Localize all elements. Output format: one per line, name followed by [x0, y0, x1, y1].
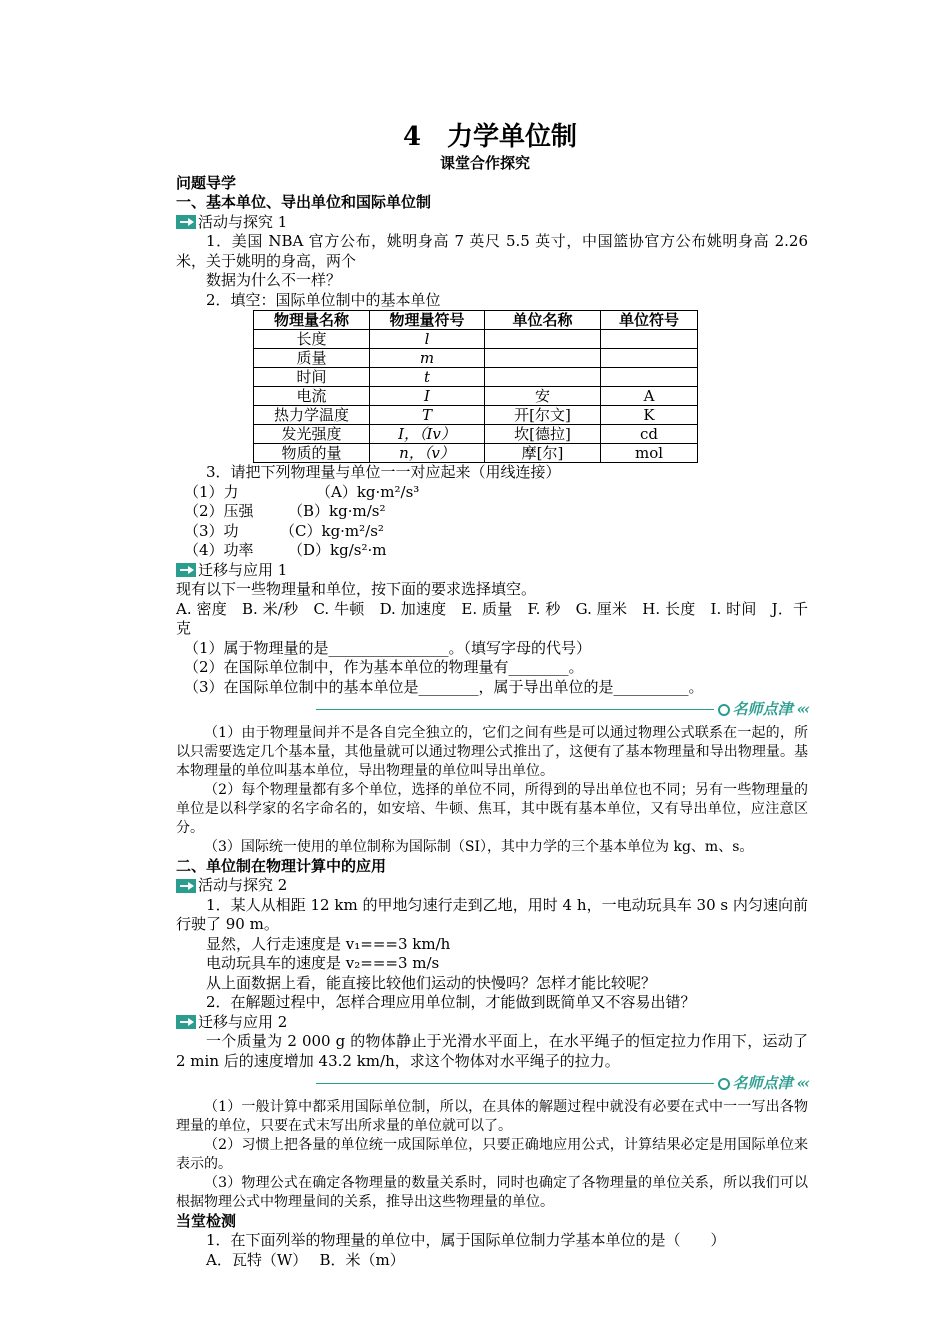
- table-cell: 开[尔文]: [485, 406, 601, 425]
- section-heading-2: 二、单位制在物理计算中的应用: [176, 856, 387, 875]
- tip-paragraph: （3）国际统一使用的单位制称为国际制（SI），其中力学的三个基本单位为 kg、m、s。: [204, 838, 754, 855]
- table-cell: 时间: [254, 368, 370, 387]
- table-row: [254, 425, 698, 444]
- tips-separator: [176, 700, 808, 720]
- table-cell: 坎[德拉]: [485, 425, 601, 444]
- application-tag-2: [176, 1013, 808, 1033]
- match-left: （2）压强: [184, 502, 254, 520]
- match-left: （3）功: [184, 521, 239, 540]
- badge-label: 名师点津: [732, 700, 793, 718]
- table-header: 单位符号: [601, 311, 698, 330]
- table-cell: 电流: [254, 387, 370, 406]
- table-cell: [485, 349, 601, 368]
- paragraph: 1．某人从相距 12 km 的甲地匀速行走到乙地，用时 4 h，一电动玩具车 30 s 内匀速向前行驶了 90 m。: [176, 895, 808, 933]
- tip-paragraph: （1）一般计算中都采用国际单位制，所以，在具体的解题过程中就没有必要在式中一一写出各物理量的单位，只要在式末写出所求量的单位就可以了。: [176, 1098, 808, 1134]
- table-cell: [601, 368, 698, 387]
- match-item: [176, 522, 808, 542]
- table-row: [254, 444, 698, 463]
- arrow-icon: [176, 563, 196, 577]
- table-cell: 安: [485, 387, 601, 406]
- table-header: 物理量名称: [254, 311, 370, 330]
- table-cell: 质量: [254, 349, 370, 368]
- table-header-row: [254, 311, 698, 330]
- tips-badge: [718, 700, 808, 720]
- table-row: [254, 387, 698, 406]
- section-heading-problem: 问题导学: [176, 173, 237, 192]
- paragraph: 现有以下一些物理量和单位，按下面的要求选择填空。: [176, 580, 537, 598]
- table-cell: 物质的量: [254, 444, 370, 463]
- circle-icon: [718, 1078, 730, 1090]
- paragraph: 从上面数据上看，能直接比较他们运动的快慢吗？怎样才能比较呢？: [206, 973, 657, 992]
- match-item: [176, 502, 808, 522]
- tips-badge: [718, 1074, 808, 1094]
- table-cell: [485, 330, 601, 349]
- match-item: [176, 483, 808, 503]
- table-cell: 发光强度: [254, 425, 370, 444]
- match-right: （A）kg·m²/s³: [316, 482, 420, 501]
- table-cell: [601, 349, 698, 368]
- paragraph: 一个质量为 2 000 g 的物体静止于光滑水平面上，在水平绳子的恒定拉力作用下，运动了 2 min 后的速度增加 43.2 km/h，求这个物体对水平绳子的拉力。: [176, 1032, 808, 1070]
- activity-label: 活动与探究 2: [198, 876, 288, 894]
- table-header: 单位名称: [485, 311, 601, 330]
- match-left: （1）力: [184, 482, 239, 501]
- document-page: [176, 120, 808, 1270]
- activity-tag-2: [176, 876, 808, 896]
- divider-line: [316, 709, 714, 710]
- question-options: A．瓦特（W） B．米（m）: [206, 1250, 405, 1269]
- activity-tag-1: [176, 213, 808, 233]
- badge-label: 名师点津: [732, 1074, 793, 1092]
- arrow-icon: [176, 1015, 196, 1029]
- application-tag-1: [176, 561, 808, 581]
- table-cell: A: [601, 387, 698, 406]
- match-right: （D）kg/s²·m: [288, 541, 387, 559]
- tip-paragraph: （3）物理公式在确定各物理量的数量关系时，同时也确定了各物理量的单位关系，所以我们可以根据物理公式中物理量间的关系，推导出这些物理量的单位。: [176, 1174, 808, 1210]
- options-line: A. 密度 B. 米/秒 C. 牛顿 D. 加速度 E. 质量 F. 秒 G. 厘米 H. 长度 I. 时间 J．千克: [176, 599, 808, 637]
- table-cell: K: [601, 406, 698, 425]
- table-row: [254, 330, 698, 349]
- table-cell: cd: [601, 425, 698, 444]
- table-cell: [601, 330, 698, 349]
- paragraph: 数据为什么不一样？: [206, 271, 342, 289]
- table-cell: n，（v）: [370, 444, 485, 463]
- question: 1．在下面列举的物理量的单位中，属于国际单位制力学基本单位的是（ ）: [206, 1231, 726, 1249]
- match-right: （C）kg·m²/s²: [280, 521, 384, 540]
- match-item: [176, 541, 808, 561]
- paragraph: 3．请把下列物理量与单位一一对应起来（用线连接）: [206, 463, 561, 481]
- table-row: [254, 349, 698, 368]
- tip-paragraph: （2）每个物理量都有多个单位，选择的单位不同，所得到的导出单位也不同；另有一些物理量的单位是以科学家的名字命名的，如安培、牛顿、焦耳，其中既有基本单位，又有导出单位，应注意区分。: [176, 781, 808, 836]
- arrow-icon: [176, 879, 196, 893]
- chevrons-left-icon: «‹: [796, 1074, 808, 1092]
- section-heading-test: 当堂检测: [176, 1211, 237, 1230]
- match-left: （4）功率: [184, 541, 254, 559]
- circle-icon: [718, 704, 730, 716]
- table-cell: I: [370, 387, 485, 406]
- table-cell: t: [370, 368, 485, 387]
- fill-blank: （1）属于物理量的是________________。（填写字母的代号）: [184, 638, 592, 657]
- formula-line: 显然，人行走速度是 v₁===3 km/h: [206, 934, 451, 953]
- page-title: 4 力学单位制: [402, 122, 578, 152]
- table-cell: 摩[尔]: [485, 444, 601, 463]
- formula-line: 电动玩具车的速度是 v₂===3 m/s: [206, 954, 440, 972]
- table-header: 物理量符号: [370, 311, 485, 330]
- table-row: [254, 406, 698, 425]
- paragraph: 2．在解题过程中，怎样合理应用单位制，才能做到既简单又不容易出错？: [206, 993, 696, 1011]
- tips-separator: [176, 1074, 808, 1094]
- section-heading-1: 一、基本单位、导出单位和国际单位制: [176, 193, 432, 211]
- application-label: 迁移与应用 1: [198, 560, 288, 579]
- table-cell: 热力学温度: [254, 406, 370, 425]
- table-cell: l: [370, 330, 485, 349]
- table-row: [254, 368, 698, 387]
- table-cell: I，（Iv）: [370, 425, 485, 444]
- fill-blank: （2）在国际单位制中，作为基本单位的物理量有________。: [184, 658, 584, 676]
- arrow-icon: [176, 215, 196, 229]
- table-cell: [485, 368, 601, 387]
- paragraph: 2．填空：国际单位制中的基本单位: [206, 290, 441, 309]
- page-subtitle: 课堂合作探究: [439, 154, 530, 172]
- table-cell: mol: [601, 444, 698, 463]
- tip-paragraph: （1）由于物理量间并不是各自完全独立的，它们之间有些是可以通过物理公式联系在一起的，所以只需要选定几个基本量，其他量就可以通过物理公式推出了，这便有了基本物理量和导出物理量。基本物理量的单位叫基本单位，导出物理量的单位叫导出单位。: [176, 724, 808, 779]
- match-right: （B）kg·m/s²: [288, 502, 386, 520]
- table-cell: T: [370, 406, 485, 425]
- tip-paragraph: （2）习惯上把各量的单位统一成国际单位，只要正确地应用公式，计算结果必定是用国际单位来表示的。: [176, 1136, 808, 1172]
- divider-line: [316, 1083, 714, 1084]
- fill-blank: （3）在国际单位制中的基本单位是________，属于导出单位的是__________。: [184, 677, 704, 696]
- table-cell: 长度: [254, 330, 370, 349]
- application-label: 迁移与应用 2: [198, 1012, 288, 1031]
- activity-label: 活动与探究 1: [198, 212, 288, 231]
- paragraph: 1．美国 NBA 官方公布，姚明身高 7 英尺 5.5 英寸，中国篮协官方公布姚明身高 2.26 米，关于姚明的身高，两个: [176, 232, 808, 270]
- si-units-table: [253, 310, 698, 463]
- table-cell: m: [370, 349, 485, 368]
- chevrons-left-icon: «‹: [796, 700, 808, 718]
